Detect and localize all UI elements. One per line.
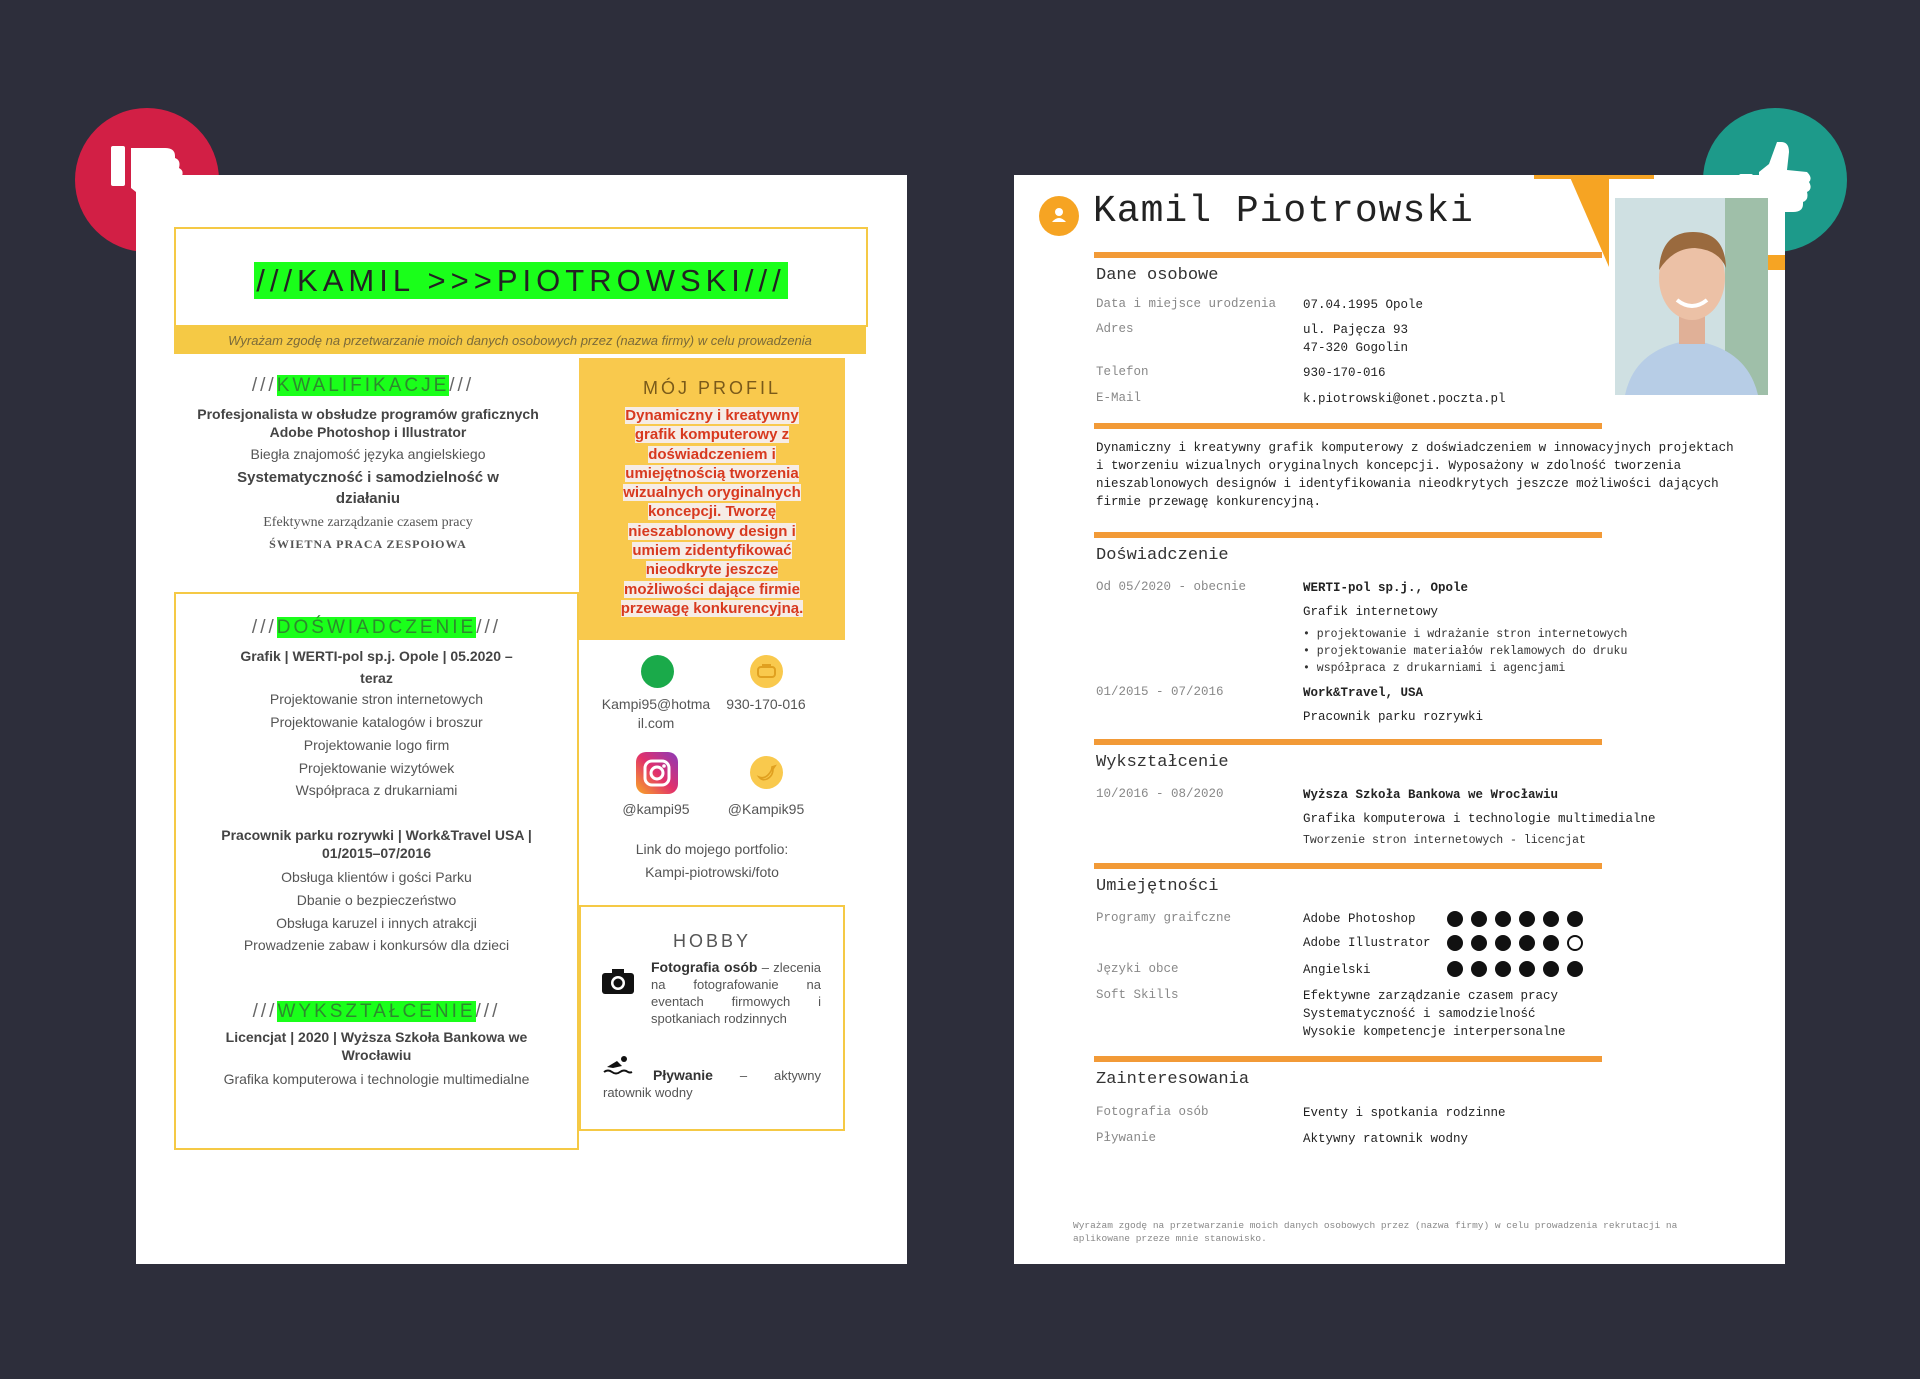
job1-item: Projektowanie katalogów i broszur bbox=[270, 714, 483, 730]
photoshop-rating bbox=[1447, 911, 1591, 932]
education-dates: 10/2016 - 08/2020 bbox=[1096, 787, 1224, 801]
rating-dot-filled bbox=[1519, 935, 1535, 951]
job1-bullet: • współpraca z drukarniami i agencjami bbox=[1303, 662, 1566, 675]
interest-label: Fotografia osób bbox=[1096, 1105, 1209, 1119]
rating-dot-filled bbox=[1471, 961, 1487, 977]
rating-dot-filled bbox=[1543, 961, 1559, 977]
section-divider bbox=[1094, 863, 1602, 869]
profile-heading: MÓJ PROFIL bbox=[642, 378, 781, 398]
education-thesis: Tworzenie stron internetowych - licencjat bbox=[1303, 834, 1586, 847]
email-text[interactable]: Kampi95@hotmail.com bbox=[601, 696, 711, 731]
rating-dot-empty bbox=[1567, 935, 1583, 951]
email-label: E-Mail bbox=[1096, 391, 1142, 405]
job1-dates: Od 05/2020 - obecnie bbox=[1096, 580, 1247, 594]
section-divider bbox=[1094, 1056, 1602, 1062]
section-divider bbox=[1094, 532, 1602, 538]
rating-dot-filled bbox=[1495, 911, 1511, 927]
profile-box bbox=[579, 358, 845, 640]
english-label: Angielski bbox=[1303, 963, 1371, 977]
phone-icon bbox=[750, 655, 783, 688]
rating-dot-filled bbox=[1567, 961, 1583, 977]
birth-value: 07.04.1995 Opole bbox=[1303, 298, 1424, 312]
experience-heading: Doświadczenie bbox=[1096, 546, 1229, 565]
job1-item: Współpraca z drukarniami bbox=[295, 782, 458, 798]
job1-role: Grafik internetowy bbox=[1303, 605, 1439, 619]
experience-heading: ///DOŚWIADCZENIE/// bbox=[251, 617, 502, 638]
address-line1: ul. Pajęcza 93 bbox=[1303, 323, 1409, 337]
birth-label: Data i miejsce urodzenia bbox=[1096, 297, 1277, 311]
good-cv-example bbox=[1014, 175, 1785, 1264]
job1-item: Projektowanie wizytówek bbox=[298, 760, 455, 776]
soft-skill: Wysokie kompetencje interpersonalne bbox=[1303, 1025, 1566, 1039]
user-icon bbox=[1039, 196, 1079, 236]
qual-line: Biegła znajomość języka angielskiego bbox=[250, 446, 486, 462]
phone-text[interactable]: 930-170-016 bbox=[726, 696, 806, 712]
profile-photo bbox=[1615, 198, 1768, 395]
job2-item: Prowadzenie zabaw i konkursów dla dzieci bbox=[243, 937, 510, 953]
job1-bullet: • projektowanie materiałów reklamowych do druku bbox=[1303, 645, 1628, 658]
illustrator-label: Adobe Illustrator bbox=[1303, 936, 1431, 950]
education-heading: Wykształcenie bbox=[1096, 753, 1229, 772]
education-title: Licencjat | 2020 | Wyższa Szkoła Bankowa we Wrocławiu bbox=[225, 1029, 528, 1063]
twitter-text[interactable]: @Kampik95 bbox=[727, 801, 805, 817]
skills-heading: Umiejętności bbox=[1096, 877, 1219, 896]
job1-item: Projektowanie logo firm bbox=[303, 737, 450, 753]
hobby-swim: Pływanie – aktywny ratownik wodny bbox=[603, 1067, 821, 1100]
job1-bullet: • projektowanie i wdrażanie stron internetowych bbox=[1303, 628, 1628, 641]
section-divider bbox=[1094, 252, 1602, 258]
portfolio-link[interactable]: Kampi-piotrowski/foto bbox=[645, 864, 779, 880]
rating-dot-filled bbox=[1447, 911, 1463, 927]
summary-text: Dynamiczny i kreatywny grafik komputerowy z doświadczeniem w innowacyjnych projektach i tworzeniu wizualnych oryginalnych koncepcji. Wyposażony w zdolność tworzenia nieszablonowych designów i identyfikowania nieodkrytych jeszcze możliwości dających firmie przewagę konkurencyjną. bbox=[1096, 441, 1734, 509]
qual-line: Systematyczność i samodzielność w działaniu bbox=[237, 469, 499, 507]
camera-icon bbox=[601, 967, 635, 995]
job1-company: WERTI-pol sp.j., Opole bbox=[1303, 581, 1469, 595]
twitter-icon bbox=[750, 756, 783, 789]
section-divider bbox=[1094, 739, 1602, 745]
soft-skill: Systematyczność i samodzielność bbox=[1303, 1007, 1536, 1021]
cv-name: Kamil Piotrowski bbox=[1093, 190, 1474, 233]
photoshop-label: Adobe Photoshop bbox=[1303, 912, 1416, 926]
personal-heading: Dane osobowe bbox=[1096, 266, 1219, 285]
soft-skills-label: Soft Skills bbox=[1096, 988, 1179, 1002]
languages-label: Języki obce bbox=[1096, 962, 1179, 976]
graphic-programs-label: Programy graifczne bbox=[1096, 911, 1232, 925]
phone-label: Telefon bbox=[1096, 365, 1149, 379]
qual-line: Profesjonalista w obsłudze programów graficznych Adobe Photoshop i Illustrator bbox=[197, 406, 539, 440]
rating-dot-filled bbox=[1519, 911, 1535, 927]
qual-line: ŚWIETNA PRACA ZESPOłOWA bbox=[269, 537, 467, 551]
interests-heading: Zainteresowania bbox=[1096, 1070, 1250, 1089]
rating-dot-filled bbox=[1447, 961, 1463, 977]
education-heading: ///WYKSZTAŁCENIE/// bbox=[252, 1001, 501, 1022]
address-label: Adres bbox=[1096, 322, 1134, 336]
cv-title: ///KAMIL >>>PIOTROWSKI/// bbox=[254, 262, 788, 299]
rating-dot-filled bbox=[1447, 935, 1463, 951]
rating-dot-filled bbox=[1567, 911, 1583, 927]
phone-value: 930-170-016 bbox=[1303, 366, 1386, 380]
rating-dot-filled bbox=[1543, 935, 1559, 951]
bad-cv-example bbox=[136, 175, 907, 1264]
english-rating bbox=[1447, 961, 1591, 982]
address-line2: 47-320 Gogolin bbox=[1303, 341, 1409, 355]
job2-company: Work&Travel, USA bbox=[1303, 686, 1424, 700]
job2-dates: 01/2015 - 07/2016 bbox=[1096, 685, 1224, 699]
rating-dot-filled bbox=[1495, 935, 1511, 951]
qualifications-heading: ///KWALIFIKACJE/// bbox=[251, 375, 475, 396]
instagram-icon bbox=[636, 752, 678, 794]
orange-top-strip bbox=[1534, 175, 1654, 179]
soft-skill: Efektywne zarządzanie czasem pracy bbox=[1303, 989, 1559, 1003]
rating-dot-filled bbox=[1543, 911, 1559, 927]
rating-dot-filled bbox=[1471, 911, 1487, 927]
email-icon bbox=[641, 655, 674, 688]
illustrator-rating bbox=[1447, 935, 1591, 956]
instagram-text[interactable]: @kampi95 bbox=[622, 801, 690, 817]
job2-item: Obsługa karuzel i innych atrakcji bbox=[276, 915, 477, 931]
portfolio-label: Link do mojego portfolio: bbox=[635, 841, 789, 857]
job1-item: Projektowanie stron internetowych bbox=[269, 691, 484, 707]
rating-dot-filled bbox=[1519, 961, 1535, 977]
rating-dot-filled bbox=[1471, 935, 1487, 951]
job2-item: Dbanie o bezpieczeństwo bbox=[296, 892, 457, 908]
hobby-heading: HOBBY bbox=[672, 931, 752, 951]
rating-dot-filled bbox=[1495, 961, 1511, 977]
qual-line: Efektywne zarządzanie czasem pracy bbox=[263, 515, 473, 530]
hobby-photo: Fotografia osób – zlecenia na fotografowanie na eventach firmowych i spotkaniach rodzinnych bbox=[651, 959, 821, 1026]
email-value[interactable]: k.piotrowski@onet.poczta.pl bbox=[1303, 392, 1506, 406]
interest-label: Pływanie bbox=[1096, 1131, 1157, 1145]
hobby-box bbox=[579, 905, 845, 1131]
consent-footer: Wyrażam zgodę na przetwarzanie moich danych osobowych przez (nazwa firmy) w celu prowadzenia rekrutacji na aplikowane przeze mnie stanowisko. bbox=[1073, 1220, 1678, 1244]
interest-value: Eventy i spotkania rodzinne bbox=[1303, 1106, 1506, 1120]
job1-title: Grafik | WERTI-pol sp.j. Opole | 05.2020 – teraz bbox=[240, 648, 513, 686]
interest-value: Aktywny ratownik wodny bbox=[1303, 1132, 1469, 1146]
job2-role: Pracownik parku rozrywki bbox=[1303, 710, 1484, 724]
education-desc: Grafika komputerowa i technologie multimedialne bbox=[223, 1071, 530, 1087]
education-field: Grafika komputerowa i technologie multimedialne bbox=[1303, 812, 1656, 826]
job2-title: Pracownik parku rozrywki | Work&Travel USA | 01/2015–07/2016 bbox=[221, 827, 532, 861]
consent-strip: Wyrażam zgodę na przetwarzanie moich danych osobowych przez (nazwa firmy) w celu prowadzenia bbox=[174, 327, 866, 354]
education-school: Wyższa Szkoła Bankowa we Wrocławiu bbox=[1303, 788, 1559, 802]
job2-item: Obsługa klientów i gości Parku bbox=[281, 869, 472, 885]
section-divider bbox=[1094, 423, 1602, 429]
profile-text: Dynamiczny i kreatywny grafik komputerowy z doświadczeniem i umiejętnością tworzenia wizualnych oryginalnych koncepcji. Tworzę nieszablonowy design i umiem zidentyfikować nieodkryte jeszcze możliwości dające firmie przewagę konkurencyjną. bbox=[620, 407, 804, 617]
